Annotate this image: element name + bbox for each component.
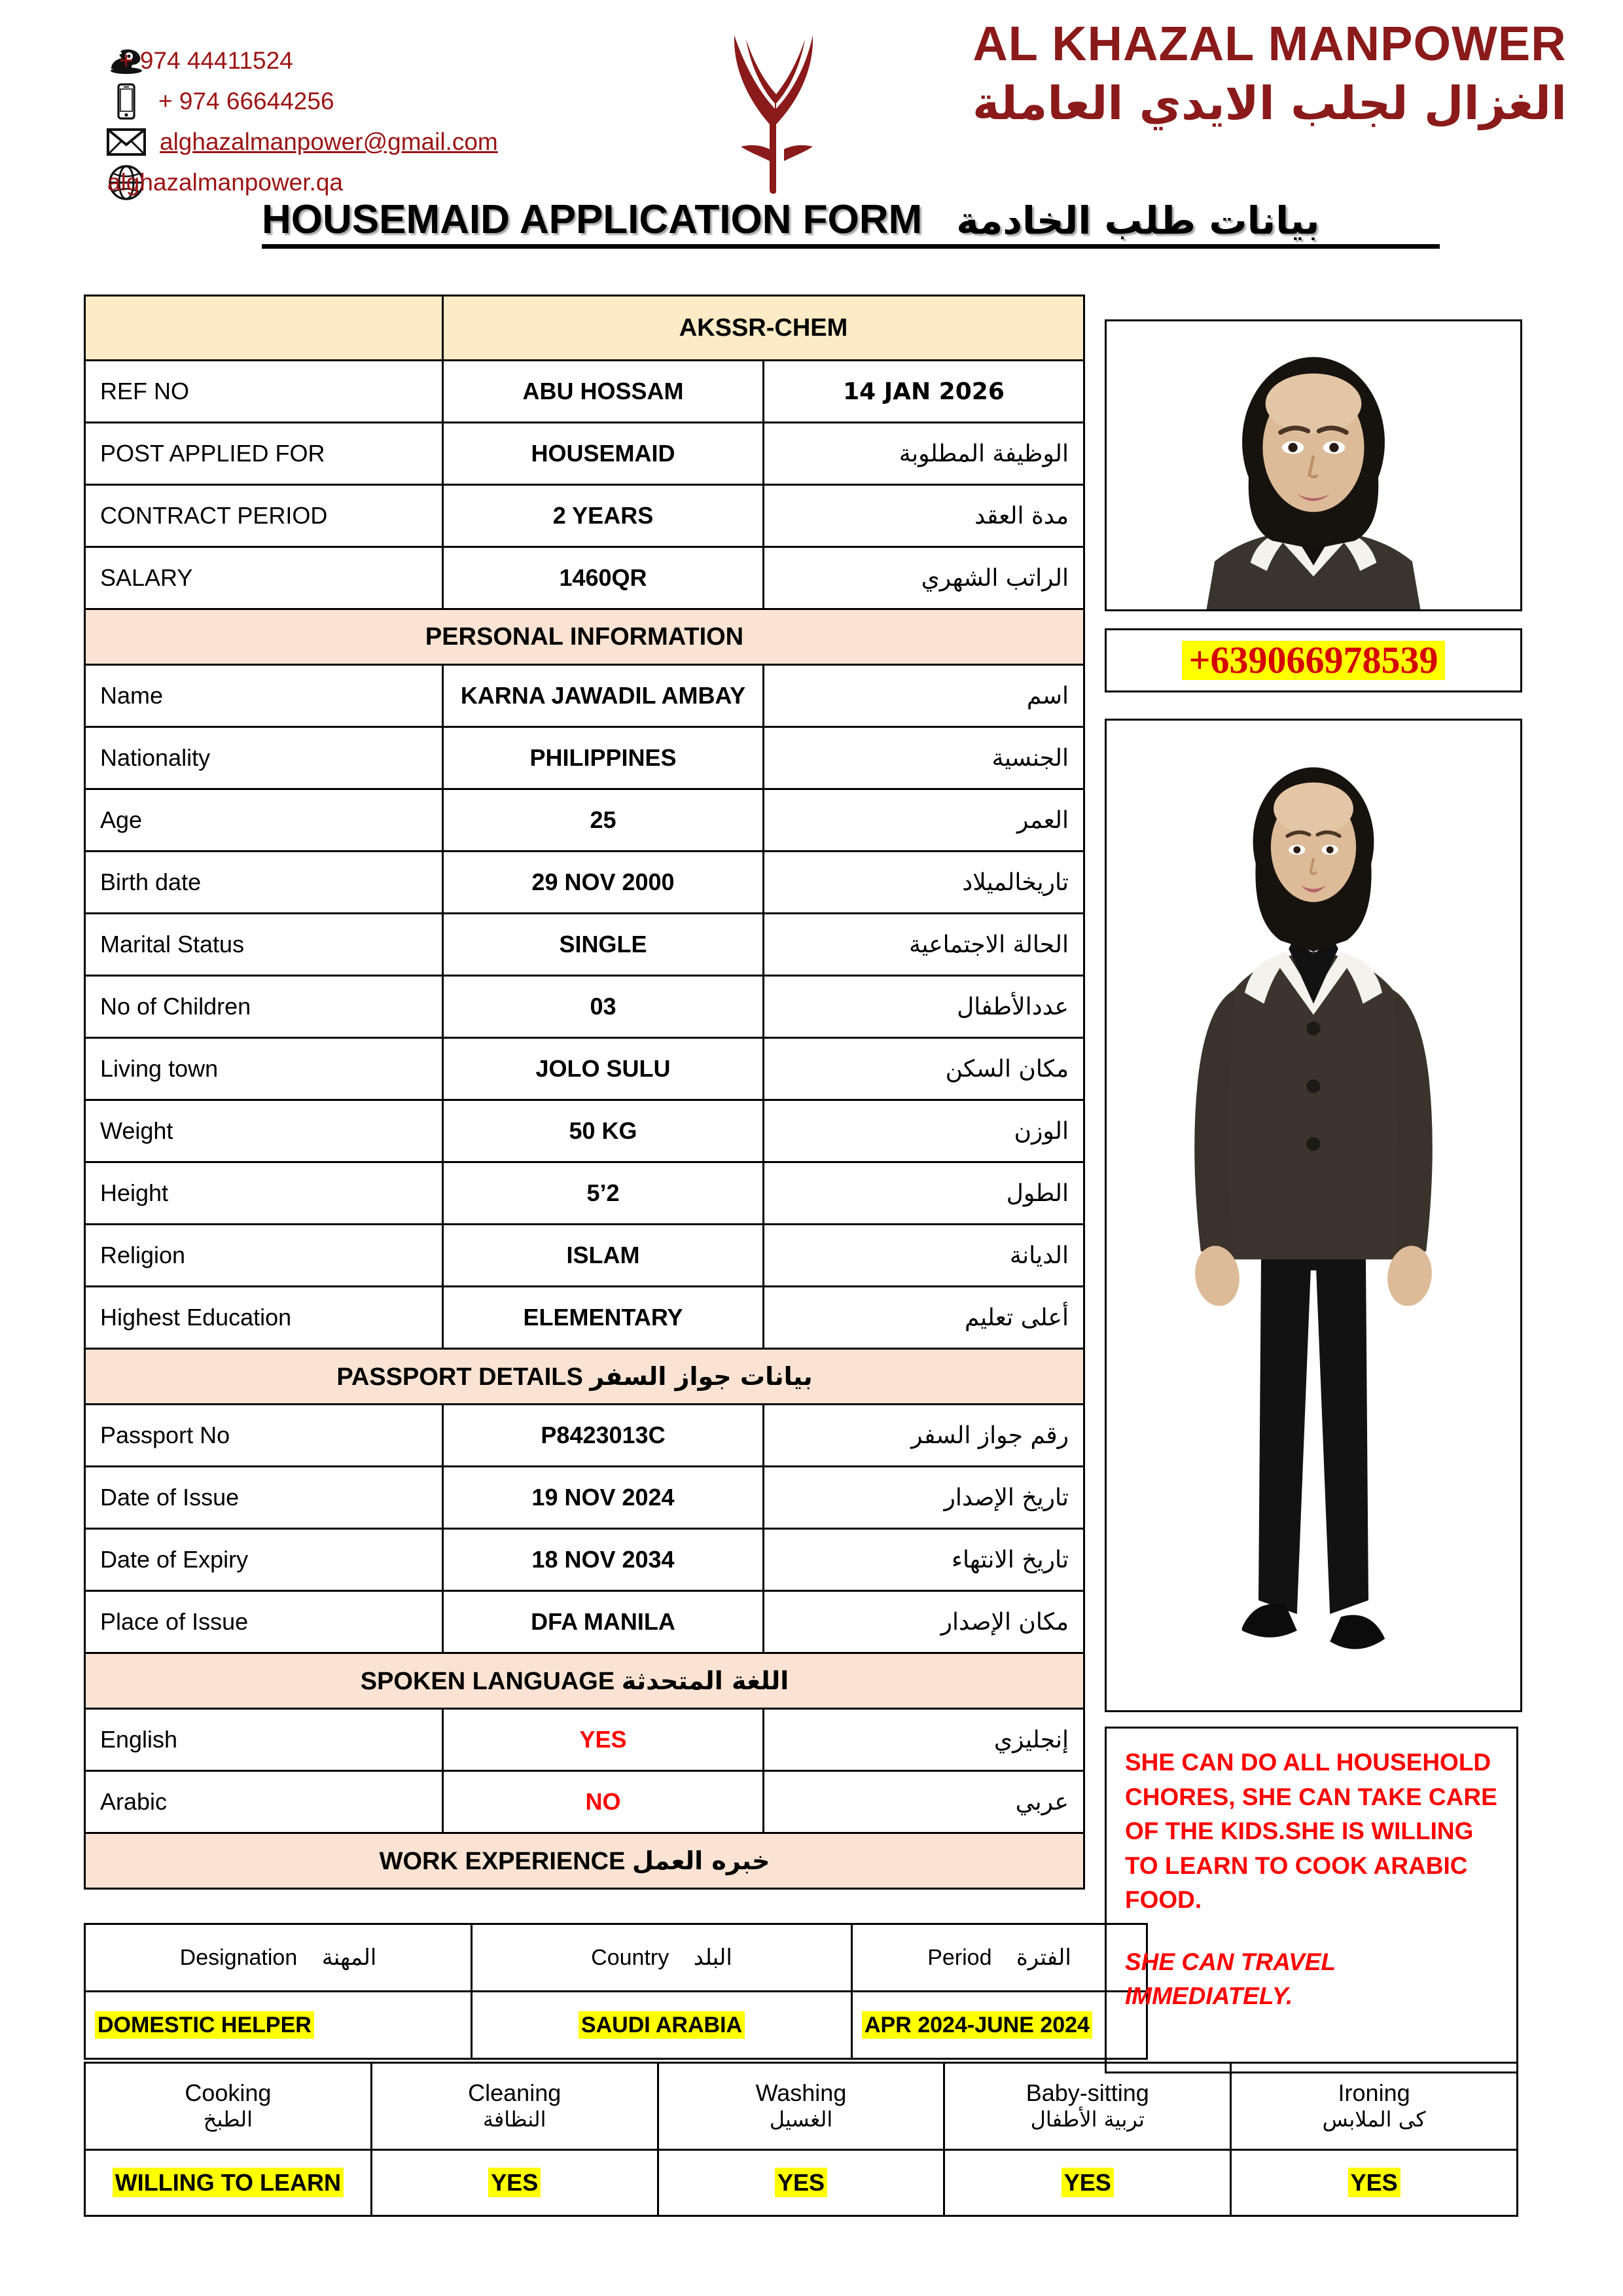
brand-name-en: AL KHAZAL MANPOWER [972,16,1567,71]
brand-name-ar: الغزال لجلب الايدي العاملة [972,77,1567,130]
arabic-passport-no: رقم جواز السفر [764,1405,1084,1467]
landline-number: + 974 44411524 [119,47,293,74]
work-header-designation-ar: المهنة [321,1945,377,1971]
table-row-religion [85,1225,1084,1287]
page-title-en: HOUSEMAID APPLICATION FORM [262,197,923,242]
description-travel-text: SHE CAN TRAVEL IMMEDIATELY. [1125,1948,1336,2010]
skill-header-cooking-ar: الطبخ [203,2106,253,2132]
value-children: 03 [443,976,764,1038]
value-contract-period: 2 YEARS [443,485,764,547]
arabic-religion: الديانة [764,1225,1084,1287]
akssr-blank-cell [85,296,443,361]
skill-value-cleaning: YES [488,2168,541,2197]
contact-row-mobile [105,81,694,122]
arabic-nationality: الجنسية [764,727,1084,789]
label-children: No of Children [85,976,443,1038]
section-header-language [85,1653,1084,1709]
work-experience-table [84,1923,1148,2060]
label-marital-status: Marital Status [85,914,443,976]
section-header-personal [85,609,1084,665]
table-row-birth-date [85,852,1084,914]
table-row-height [85,1162,1084,1225]
label-date-expiry: Date of Expiry [85,1529,443,1591]
label-english: English [85,1709,443,1771]
skill-header-babysitting-ar: تربية الأطفال [1030,2106,1145,2132]
work-header-country-ar: البلد [693,1945,732,1971]
arabic-education: أعلى تعليم [764,1287,1084,1349]
skills-table [84,2062,1518,2217]
label-living-town: Living town [85,1038,443,1100]
company-logo-icon [713,26,844,196]
skill-header-cooking [85,2063,372,2150]
skill-header-washing [658,2063,944,2150]
mobile-phone-icon [105,83,148,120]
work-value-country-cell [472,1992,852,2059]
label-religion: Religion [85,1225,443,1287]
value-nationality: PHILIPPINES [443,727,764,789]
label-weight: Weight [85,1100,443,1162]
applicant-portrait-photo [1105,319,1522,611]
arabic-children: عددالأطفال [764,976,1084,1038]
label-arabic: Arabic [85,1771,443,1833]
label-post-applied: POST APPLIED FOR [85,423,443,485]
page-title [262,196,1440,249]
skill-value-cleaning-cell [371,2150,658,2216]
skill-value-babysitting: YES [1061,2168,1114,2197]
email-address[interactable]: alghazalmanpower@gmail.com [160,128,498,155]
website-address[interactable]: alghazalmanpower.qa [107,169,343,196]
applicant-fullbody-photo [1105,719,1522,1712]
arabic-weight: الوزن [764,1100,1084,1162]
page-title-ar: بيانات طلب الخادمة [956,198,1320,243]
arabic-salary: الراتب الشهري [764,547,1084,609]
label-age: Age [85,789,443,852]
value-post-applied: HOUSEMAID [443,423,764,485]
skill-header-ironing-en: Ironing [1338,2079,1410,2106]
skill-value-washing-cell [658,2150,944,2216]
label-date-issue: Date of Issue [85,1467,443,1529]
skills-header-row [85,2063,1518,2150]
table-row-date-issue [85,1467,1084,1529]
label-nationality: Nationality [85,727,443,789]
label-height: Height [85,1162,443,1225]
value-name: KARNA JAWADIL AMBAY [443,665,764,727]
work-header-designation [85,1924,472,1992]
work-value-designation-cell [85,1992,472,2059]
section-header-passport [85,1349,1084,1405]
table-row-contract-period [85,485,1084,547]
table-row-place-issue [85,1591,1084,1653]
skill-value-cooking-cell [85,2150,372,2216]
arabic-height: الطول [764,1162,1084,1225]
label-salary: SALARY [85,547,443,609]
table-row-weight [85,1100,1084,1162]
envelope-icon [105,127,148,157]
arabic-date-expiry: تاريخ الانتهاء [764,1529,1084,1591]
value-living-town: JOLO SULU [443,1038,764,1100]
table-row-akssr [85,296,1084,361]
work-header-designation-en: Designation [179,1945,298,1970]
work-value-designation: DOMESTIC HELPER [95,2011,314,2039]
skill-header-cleaning-en: Cleaning [468,2079,562,2106]
brand-block [942,16,1597,130]
work-header-country-en: Country [591,1945,669,1970]
work-data-row [85,1992,1147,2059]
arabic-age: العمر [764,789,1084,852]
label-birth-date: Birth date [85,852,443,914]
value-salary: 1460QR [443,547,764,609]
label-place-issue: Place of Issue [85,1591,443,1653]
contact-block [105,41,694,203]
value-ref-no: ABU HOSSAM [443,361,764,423]
value-place-issue: DFA MANILA [443,1591,764,1653]
table-row-english [85,1709,1084,1771]
arabic-birth-date: تاريخالميلاد [764,852,1084,914]
section-header-work [85,1833,1084,1889]
description-main-text: SHE CAN DO ALL HOUSEHOLD CHORES, SHE CAN TAKE CARE OF THE KIDS.SHE IS WILLING TO LEARN TO COOK ARABIC FOOD. [1125,1749,1497,1914]
label-education: Highest Education [85,1287,443,1349]
work-header-period [852,1924,1147,1992]
table-row-age [85,789,1084,852]
skill-value-ironing-cell [1231,2150,1518,2216]
section-title-language-en: SPOKEN LANGUAGE [360,1667,615,1695]
value-arabic: NO [443,1771,764,1833]
applicant-phone-box [1105,628,1522,692]
work-header-period-ar: الفترة [1016,1945,1071,1971]
arabic-name: اسم [764,665,1084,727]
skill-header-ironing-ar: كى الملابس [1322,2106,1426,2132]
skill-header-cleaning-ar: النظافة [482,2106,546,2132]
skill-value-cooking: WILLING TO LEARN [113,2168,344,2197]
arabic-place-issue: مكان الإصدار [764,1591,1084,1653]
work-value-country: SAUDI ARABIA [579,2011,745,2039]
work-value-period: APR 2024-JUNE 2024 [862,2011,1092,2039]
applicant-phone-number: +639066978539 [1182,641,1444,681]
skill-value-washing: YES [775,2168,827,2197]
table-row-education [85,1287,1084,1349]
table-row-ref-no [85,361,1084,423]
arabic-date-issue: تاريخ الإصدار [764,1467,1084,1529]
value-religion: ISLAM [443,1225,764,1287]
skill-value-babysitting-cell [944,2150,1231,2216]
label-ref-no: REF NO [85,361,443,423]
skill-header-washing-ar: الغسيل [769,2106,833,2132]
value-age: 25 [443,789,764,852]
section-title-personal: PERSONAL INFORMATION [85,609,1084,665]
page-header [0,0,1623,262]
section-title-language-ar: اللغة المتحدثة [621,1666,789,1695]
skill-header-babysitting [944,2063,1231,2150]
value-birth-date: 29 NOV 2000 [443,852,764,914]
arabic-arabic: عربي [764,1771,1084,1833]
skill-header-cleaning [371,2063,658,2150]
value-ref-date: 14 JAN 2026 [764,361,1084,423]
arabic-english: إنجليزي [764,1709,1084,1771]
contact-row-landline [105,41,694,81]
section-title-work-en: WORK EXPERIENCE [379,1847,626,1875]
skill-header-ironing [1231,2063,1518,2150]
table-row-nationality [85,727,1084,789]
table-row-marital-status [85,914,1084,976]
contact-row-email[interactable] [105,122,694,162]
value-date-expiry: 18 NOV 2034 [443,1529,764,1591]
table-row-arabic [85,1771,1084,1833]
skill-header-cooking-en: Cooking [185,2079,272,2106]
arabic-marital-status: الحالة الاجتماعية [764,914,1084,976]
table-row-passport-no [85,1405,1084,1467]
table-row-date-expiry [85,1529,1084,1591]
skill-header-washing-en: Washing [755,2079,847,2106]
table-row-name [85,665,1084,727]
application-main-table [84,295,1085,1890]
section-title-passport-ar: بيانات جواز السفر [590,1361,813,1391]
label-passport-no: Passport No [85,1405,443,1467]
value-date-issue: 19 NOV 2024 [443,1467,764,1529]
table-row-salary [85,547,1084,609]
work-header-period-en: Period [927,1945,992,1970]
value-weight: 50 KG [443,1100,764,1162]
skill-value-ironing: YES [1348,2168,1400,2197]
skill-header-babysitting-en: Baby-sitting [1026,2079,1149,2106]
arabic-post-applied: الوظيفة المطلوبة [764,423,1084,485]
work-value-period-cell [852,1992,1147,2059]
arabic-contract-period: مدة العقد [764,485,1084,547]
mobile-number: + 974 66644256 [158,88,334,115]
applicant-description-box [1105,1727,1518,2073]
table-row-children [85,976,1084,1038]
table-row-living-town [85,1038,1084,1100]
akssr-code: AKSSR-CHEM [443,296,1084,361]
value-english: YES [443,1709,764,1771]
skills-value-row [85,2150,1518,2216]
label-name: Name [85,665,443,727]
table-row-post-applied [85,423,1084,485]
value-marital-status: SINGLE [443,914,764,976]
section-title-passport-en: PASSPORT DETAILS [336,1363,583,1391]
work-header-row [85,1924,1147,1992]
section-title-work-ar: خبره العمل [632,1846,770,1875]
value-passport-no: P8423013C [443,1405,764,1467]
work-header-country [472,1924,852,1992]
arabic-living-town: مكان السكن [764,1038,1084,1100]
label-contract-period: CONTRACT PERIOD [85,485,443,547]
value-height: 5’2 [443,1162,764,1225]
value-education: ELEMENTARY [443,1287,764,1349]
